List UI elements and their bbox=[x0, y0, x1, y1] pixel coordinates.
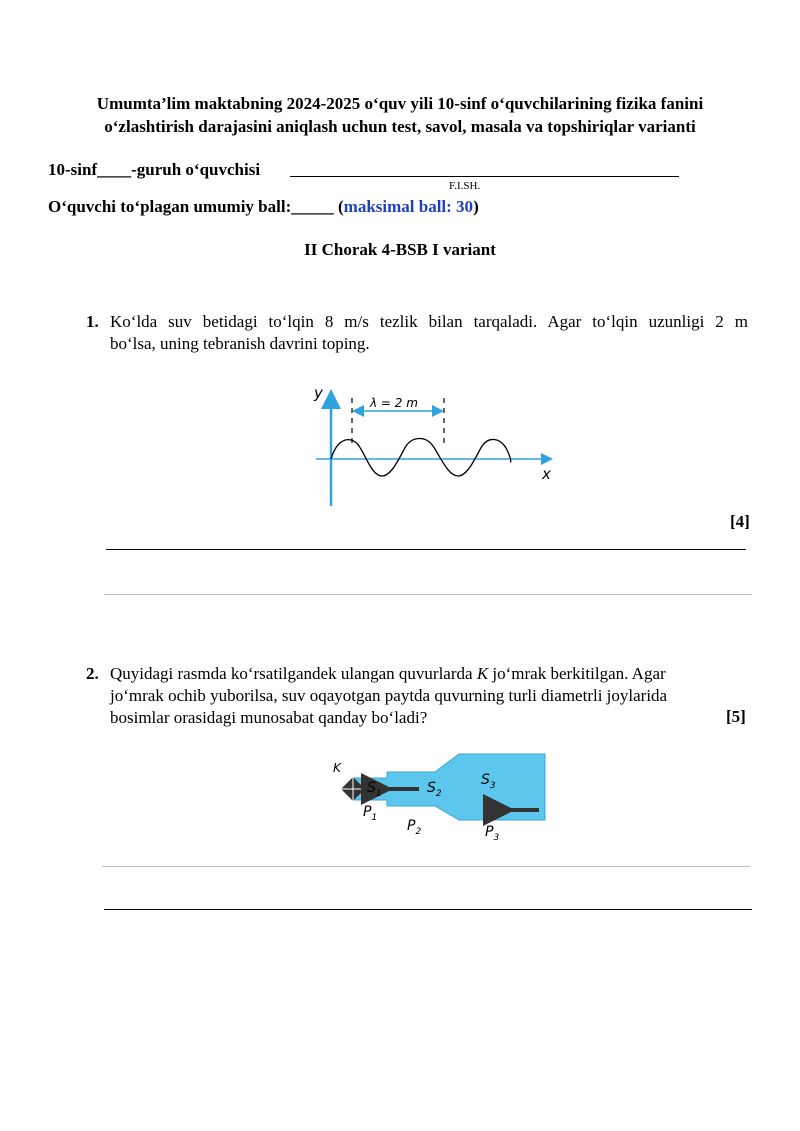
p3-label: $P_3$ bbox=[485, 824, 500, 843]
max-score: maksimal ball: 30 bbox=[343, 197, 474, 216]
question-2-line-2: jo‘mrak ochib yuborilsa, suv oqayotgan paytda quvurning turli diametrli joylarida bbox=[110, 686, 668, 705]
name-line bbox=[290, 176, 679, 177]
answer-line-4 bbox=[104, 909, 752, 910]
pipe-figure bbox=[325, 750, 555, 850]
question-2-text bbox=[110, 663, 748, 729]
question-1-mark: [4] bbox=[730, 512, 750, 531]
question-1-text bbox=[110, 311, 748, 355]
question-2-number: 2. bbox=[86, 664, 99, 683]
title-line-2: o‘zlashtirish darajasini aniqlash uchun test, savol, masala va topshiriqlar varianti bbox=[104, 117, 696, 136]
question-2-k: K bbox=[476, 664, 489, 683]
question-1-line-2: bo‘lsa, uning tebranish davrini toping. bbox=[110, 334, 370, 353]
title-line-1: Umumta’lim maktabning 2024-2025 o‘quv yili 10-sinf o‘quvchilarining fizika fanini bbox=[96, 94, 704, 113]
s3-label: $S_3$ bbox=[481, 772, 496, 791]
s1-label: $S_1$ bbox=[367, 780, 382, 799]
answer-line-1 bbox=[106, 549, 746, 550]
question-2-line-1a: Quyidagi rasmda ko‘rsatilgandek ulangan quvurlarda bbox=[110, 664, 477, 683]
question-1-number: 1. bbox=[86, 312, 99, 331]
question-2-line-1b: jo‘mrak berkitilgan. Agar bbox=[488, 664, 666, 683]
question-2-line-1 bbox=[110, 663, 748, 685]
wave-figure bbox=[300, 376, 570, 512]
question-2-line-3: bosimlar orasidagi munosabat qanday bo‘ladi? bbox=[110, 708, 428, 727]
score-close: ) bbox=[473, 197, 479, 216]
score-label: O‘quvchi to‘plagan umumiy ball:_____ ( bbox=[48, 197, 344, 216]
question-2-mark: [5] bbox=[726, 707, 746, 726]
variant-heading: II Chorak 4-BSB I variant bbox=[304, 240, 496, 259]
score-row bbox=[48, 197, 479, 217]
wave-curve bbox=[331, 439, 511, 477]
name-caption: F.I.SH. bbox=[449, 180, 481, 192]
y-axis-label: y bbox=[314, 384, 323, 402]
p1-label: $P_1$ bbox=[363, 804, 378, 823]
group-label: 10-sinf____-guruh o‘quvchisi bbox=[48, 160, 261, 179]
p2-label: $P_2$ bbox=[407, 818, 422, 837]
answer-line-2 bbox=[104, 594, 752, 595]
x-axis-label: x bbox=[542, 465, 551, 483]
page-title bbox=[40, 92, 760, 138]
answer-line-3 bbox=[102, 866, 750, 867]
s2-label: $S_2$ bbox=[427, 780, 442, 799]
question-1-line-1: Ko‘lda suv betidagi to‘lqin 8 m/s tezlik bilan tarqaladi. Agar to‘lqin uzunligi 2 m bbox=[110, 312, 748, 331]
valve-label: K bbox=[333, 761, 341, 775]
wavelength-label: λ = 2 m bbox=[370, 396, 418, 410]
